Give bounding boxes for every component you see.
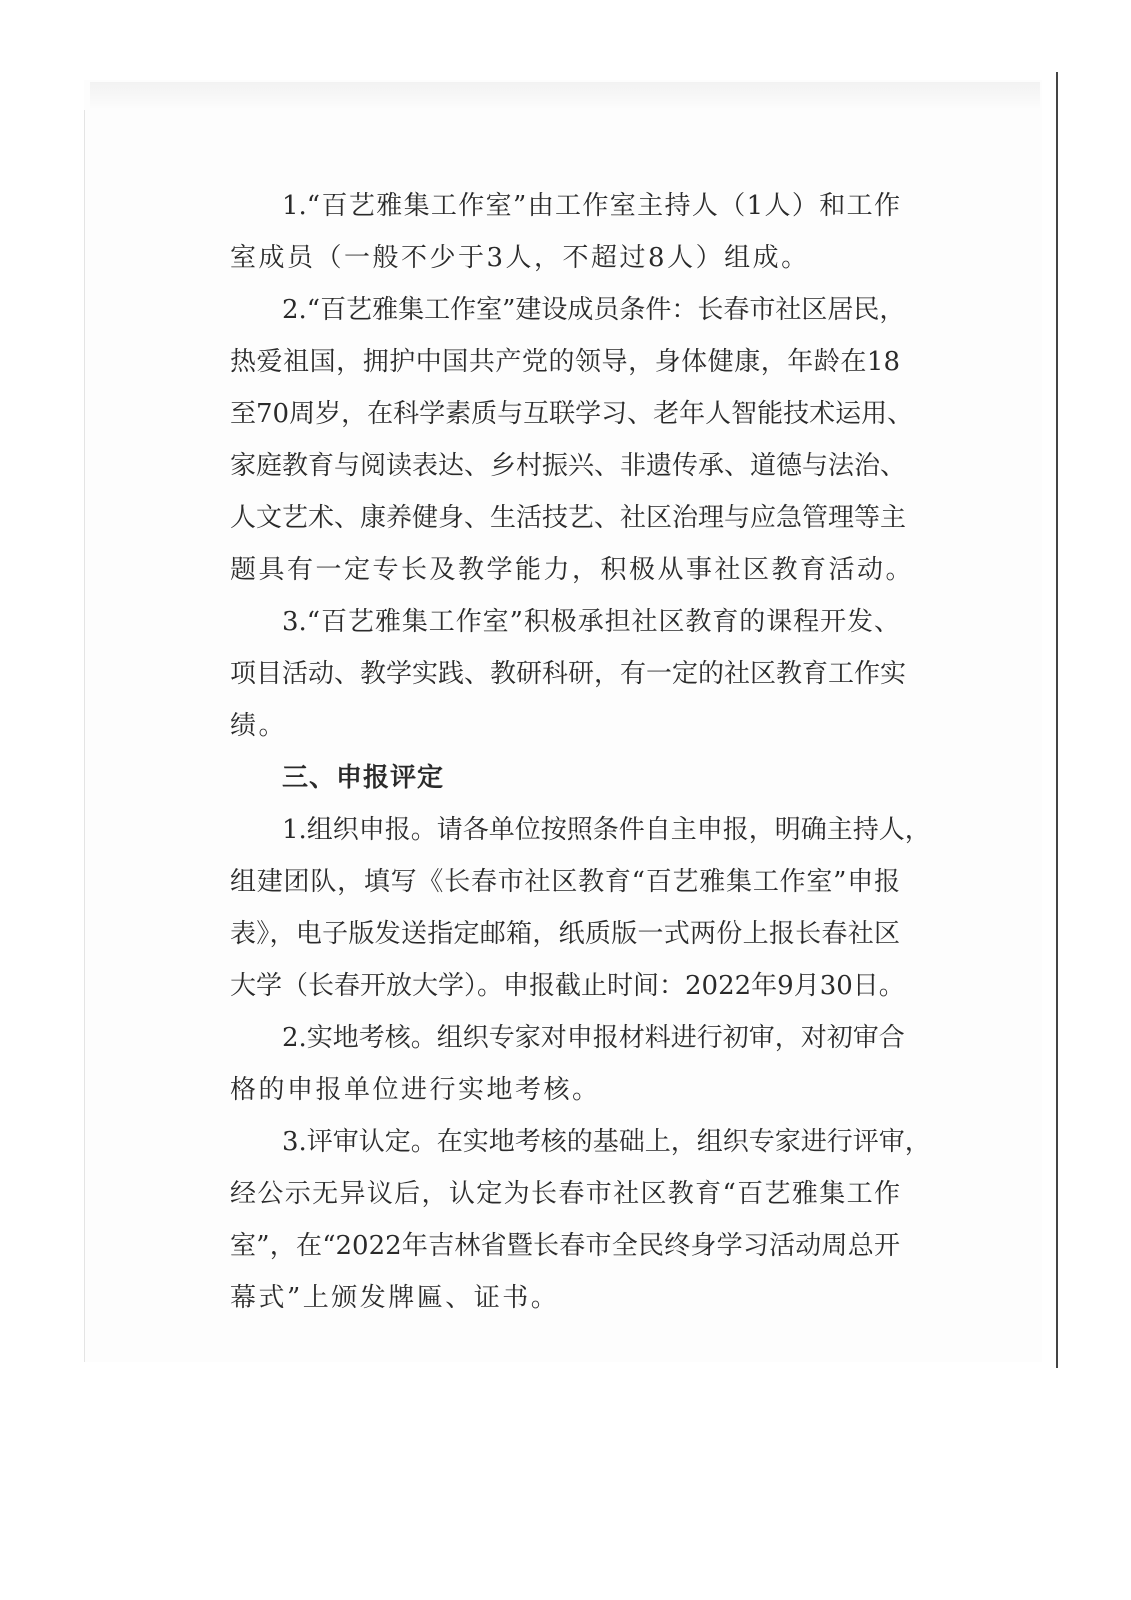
paragraph-line: 幕式”上颁发牌匾、证书。 — [230, 1283, 560, 1313]
paragraph-line: 大学（长春开放大学）。申报截止时间：2022年9月30日。 — [230, 971, 905, 1001]
paragraph-line: 家庭教育与阅读表达、乡村振兴、非遗传承、道德与法治、 — [230, 451, 907, 481]
paragraph-line: 3.评审认定。在实地考核的基础上，组织专家进行评审， — [282, 1127, 931, 1157]
paragraph-line: 组建团队，填写《长春市社区教育“百艺雅集工作室”申报 — [230, 867, 900, 897]
scan-top-shadow — [90, 82, 1040, 108]
paragraph-line: 绩。 — [230, 711, 288, 741]
paragraph-line: 1.“百艺雅集工作室”由工作室主持人（1人）和工作 — [282, 191, 900, 221]
paragraph-line: 2.实地考核。组织专家对申报材料进行初审，对初审合 — [282, 1023, 905, 1053]
paragraph-line: 室”，在“2022年吉林省暨长春市全民终身学习活动周总开 — [230, 1231, 900, 1261]
paragraph-line: 热爱祖国，拥护中国共产党的领导，身体健康，年龄在18 — [230, 347, 900, 377]
paragraph-line: 1.组织申报。请各单位按照条件自主申报，明确主持人， — [282, 815, 931, 845]
paragraph-line: 人文艺术、康养健身、生活技艺、社区治理与应急管理等主 — [230, 503, 907, 533]
paragraph-line: 2.“百艺雅集工作室”建设成员条件：长春市社区居民， — [282, 295, 906, 325]
section-heading: 三、申报评定 — [282, 763, 445, 793]
paragraph-line: 格的申报单位进行实地考核。 — [230, 1075, 601, 1105]
paragraph-line: 项目活动、教学实践、教研科研，有一定的社区教育工作实 — [230, 659, 907, 689]
paragraph-line: 至70周岁，在科学素质与互联学习、老年人智能技术运用、 — [230, 399, 914, 429]
paragraph-line: 3.“百艺雅集工作室”积极承担社区教育的课程开发、 — [282, 607, 900, 637]
scan-left-edge — [84, 110, 85, 1362]
paragraph-line: 室成员（一般不少于3人，不超过8人）组成。 — [230, 243, 810, 273]
scan-right-edge — [1056, 72, 1058, 1368]
document-body — [230, 180, 931, 1324]
paragraph-line: 经公示无异议后，认定为长春市社区教育“百艺雅集工作 — [230, 1179, 900, 1209]
paragraph-line: 题具有一定专长及教学能力，积极从事社区教育活动。 — [230, 555, 915, 585]
paragraph-line: 表》，电子版发送指定邮箱，纸质版一式两份上报长春社区 — [230, 919, 900, 949]
